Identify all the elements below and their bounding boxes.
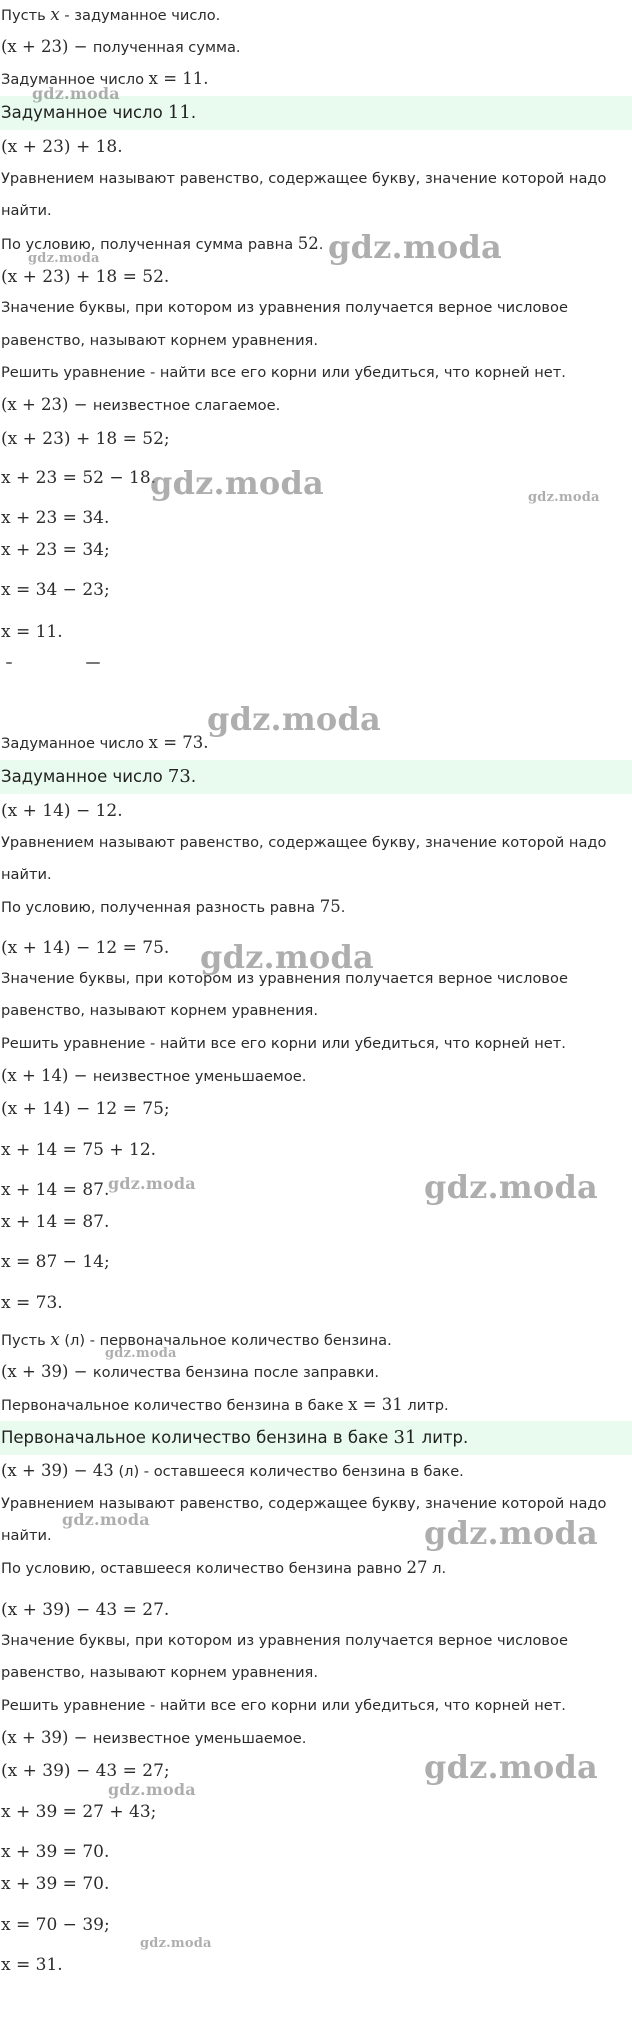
equation-line: x + 14 = 87.	[1, 1180, 110, 1200]
text-line: По условию, полученная сумма равна 52.	[1, 234, 324, 253]
watermark: gdz.moda	[207, 700, 381, 738]
equation-line: x = 34 − 23;	[1, 580, 110, 600]
text-line: найти.	[1, 1527, 52, 1544]
text-line: найти.	[1, 866, 52, 883]
equation-line: x = 11.	[1, 622, 63, 642]
equation-line: (x + 39) − 43 = 27.	[1, 1600, 170, 1620]
text-line: Уравнением называют равенство, содержащее букву, значение которой надо	[1, 170, 607, 187]
text-line: (x + 14) − неизвестное уменьшаемое.	[1, 1066, 307, 1085]
equation-line: (x + 39) − 43 = 27;	[1, 1761, 170, 1781]
equation-line: x + 23 = 52 − 18.	[1, 468, 157, 488]
answer-highlight: Первоначальное количество бензина в баке 31 литр.	[0, 1421, 632, 1455]
equation-line: (x + 23) + 18 = 52.	[1, 267, 170, 287]
cropped-line-fragment	[6, 662, 106, 668]
equation-line: x + 39 = 27 + 43;	[1, 1802, 157, 1822]
text-line: Уравнением называют равенство, содержащее букву, значение которой надо	[1, 834, 607, 851]
equation-line: x + 23 = 34;	[1, 540, 110, 560]
watermark: gdz.moda	[424, 1168, 598, 1206]
watermark: gdz.moda	[28, 251, 100, 266]
text-line: (x + 39) − 43 (л) - оставшееся количество бензина в баке.	[1, 1461, 464, 1480]
equation-line: x + 23 = 34.	[1, 508, 110, 528]
equation-line: x = 70 − 39;	[1, 1915, 110, 1935]
equation-line: (x + 23) + 18 = 52;	[1, 429, 170, 449]
text-line: Пусть x (л) - первоначальное количество бензина.	[1, 1330, 392, 1349]
text-line: По условию, оставшееся количество бензина равно 27 л.	[1, 1558, 447, 1577]
text-line: Значение буквы, при котором из уравнения получается верное числовое	[1, 970, 568, 987]
text-line: найти.	[1, 202, 52, 219]
text-line: (x + 23) − неизвестное слагаемое.	[1, 395, 281, 414]
text-line: Решить уравнение - найти все его корни или убедиться, что корней нет.	[1, 364, 566, 381]
equation-line: x + 39 = 70.	[1, 1874, 110, 1894]
equation-line: x + 14 = 75 + 12.	[1, 1140, 157, 1160]
text-line: равенство, называют корнем уравнения.	[1, 332, 318, 349]
watermark: gdz.moda	[62, 1510, 150, 1529]
answer-highlight: Задуманное число 73.	[0, 760, 632, 794]
watermark: gdz.moda	[328, 228, 502, 266]
text-line: (x + 39) − неизвестное уменьшаемое.	[1, 1728, 307, 1747]
text-line: Решить уравнение - найти все его корни или убедиться, что корней нет.	[1, 1697, 566, 1714]
text-line: (x + 23) − полученная сумма.	[1, 37, 241, 56]
equation-line: x + 14 = 87.	[1, 1212, 110, 1232]
equation-line: x = 31.	[1, 1955, 63, 1975]
watermark: gdz.moda	[105, 1346, 177, 1361]
equation-line: (x + 14) − 12 = 75;	[1, 1099, 170, 1119]
equation-line: x = 87 − 14;	[1, 1252, 110, 1272]
equation-line: x + 39 = 70.	[1, 1842, 110, 1862]
watermark: gdz.moda	[424, 1514, 598, 1552]
text-line: Уравнением называют равенство, содержащее букву, значение которой надо	[1, 1495, 607, 1512]
watermark: gdz.moda	[150, 464, 324, 502]
equation-line: x = 73.	[1, 1293, 63, 1313]
text-line: Первоначальное количество бензина в баке x = 31 литр.	[1, 1395, 449, 1414]
text-line: Пусть x - задуманное число.	[1, 5, 221, 24]
text-line: Задуманное число x = 11.	[1, 69, 209, 88]
text-line: Значение буквы, при котором из уравнения получается верное числовое	[1, 299, 568, 316]
watermark: gdz.moda	[108, 1174, 196, 1193]
watermark: gdz.moda	[32, 84, 120, 103]
text-line: Решить уравнение - найти все его корни или убедиться, что корней нет.	[1, 1035, 566, 1052]
equation-line: (x + 14) − 12 = 75.	[1, 938, 170, 958]
text-line: Значение буквы, при котором из уравнения получается верное числовое	[1, 1632, 568, 1649]
watermark: gdz.moda	[140, 1936, 212, 1951]
text-line: равенство, называют корнем уравнения.	[1, 1002, 318, 1019]
answer-highlight: Задуманное число 11.	[0, 96, 632, 130]
watermark: gdz.moda	[108, 1780, 196, 1799]
watermark: gdz.moda	[200, 938, 374, 976]
text-line: По условию, полученная разность равна 75.	[1, 897, 346, 916]
equation-line: (x + 23) + 18.	[1, 137, 123, 157]
equation-line: (x + 14) − 12.	[1, 801, 123, 821]
text-line: (x + 39) − количества бензина после заправки.	[1, 1362, 379, 1381]
watermark: gdz.moda	[528, 490, 600, 505]
text-line: Задуманное число x = 73.	[1, 733, 209, 752]
text-line: равенство, называют корнем уравнения.	[1, 1664, 318, 1681]
watermark: gdz.moda	[424, 1748, 598, 1786]
